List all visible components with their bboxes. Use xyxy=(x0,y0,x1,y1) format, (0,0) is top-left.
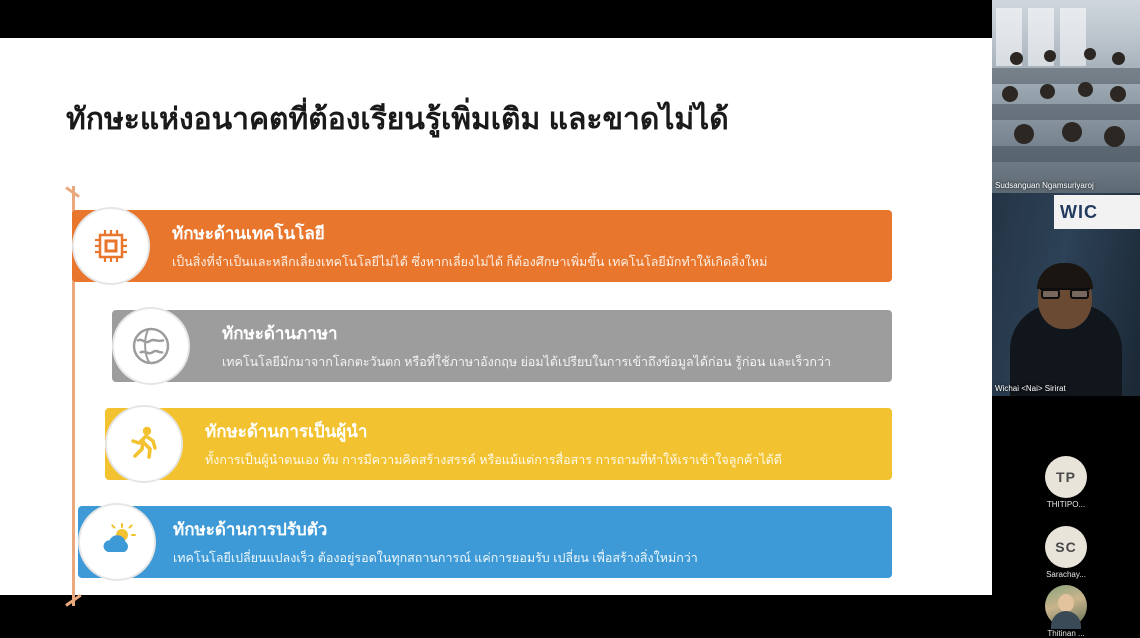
participant-name-speaker: Wichai <Nai> Sirirat xyxy=(995,384,1066,393)
video-tile-speaker[interactable] xyxy=(992,193,1140,396)
avatar-row-first xyxy=(992,450,1140,509)
skill-row-language xyxy=(112,310,892,382)
running-person-icon xyxy=(105,405,183,483)
participant-avatar-thitipo[interactable] xyxy=(1029,450,1103,509)
participant-name-classroom: Sudsanguan Ngamsuriyaroj xyxy=(995,181,1094,190)
participant-name-thitipo: THITIPO... xyxy=(1046,500,1086,509)
presentation-slide xyxy=(0,38,992,595)
skill-heading-technology: ทักษะด้านเทคโนโลยี xyxy=(172,224,325,243)
skill-row-leadership xyxy=(105,408,892,480)
skill-heading-leadership: ทักษะด้านการเป็นผู้นำ xyxy=(205,422,368,441)
banner-text: WIC xyxy=(1060,201,1098,222)
microchip-icon xyxy=(72,207,150,285)
skill-text-leadership xyxy=(205,418,782,470)
participant-avatar-sarachay[interactable] xyxy=(1029,520,1103,579)
avatar: SC xyxy=(1045,526,1087,568)
slide-title: ทักษะแห่งอนาคตที่ต้องเรียนรู้เพิ่มเติม และขาดไม่ได้ xyxy=(66,103,729,136)
participant-video-panel xyxy=(992,0,1140,638)
skill-description-adaptability: เทคโนโลยีเปลี่ยนแปลงเร็ว ต้องอยู่รอดในทุกสถานการณ์ แค่การยอมรับ เปลี่ยน เพื่อสร้างสิ่งใหม่กว่า xyxy=(173,551,698,565)
avatar: TP xyxy=(1045,456,1087,498)
video-tile-classroom[interactable] xyxy=(992,0,1140,193)
skill-heading-adaptability: ทักษะด้านการปรับตัว xyxy=(173,520,328,539)
skill-text-language xyxy=(222,320,831,372)
participant-name-sarachay: Sarachay... xyxy=(1046,570,1086,579)
skill-text-adaptability xyxy=(173,516,698,568)
skill-text-technology xyxy=(172,220,767,272)
skill-row-technology xyxy=(72,210,892,282)
glasses-icon xyxy=(1040,288,1090,300)
skill-description-technology: เป็นสิ่งที่จำเป็นและหลีกเลี่ยงเทคโนโลยีไม่ได้ ซึ่งหากเลี่ยงไม่ได้ ก็ต้องศึกษาเพิ่มขึ้น เทคโนโลยีมักทำให้เกิดสิ่งใหม่ xyxy=(172,255,768,269)
avatar xyxy=(1045,585,1087,627)
skill-row-adaptability xyxy=(78,506,892,578)
globe-icon xyxy=(112,307,190,385)
participant-avatar-thitinan[interactable] xyxy=(1029,579,1103,638)
skill-heading-language: ทักษะด้านภาษา xyxy=(222,324,338,343)
background-banner xyxy=(1054,195,1140,229)
skill-description-language: เทคโนโลยีมักมาจากโลกตะวันตก หรือที่ใช้ภาษาอังกฤษ ย่อมได้เปรียบในการเข้าถึงข้อมูลได้ก่อน รู้ก่อน และเร็วกว่า xyxy=(222,355,831,369)
empty-tile-area xyxy=(992,396,1140,450)
weather-sun-cloud-icon xyxy=(78,503,156,581)
skill-description-leadership: ทั้งการเป็นผู้นำตนเอง ทีม การมีความคิดสร้างสรรค์ หรือแม้แต่การสื่อสาร การถามที่ทำให้เราเข้าใจลูกค้าได้ดี xyxy=(205,453,782,467)
avatar-row-second xyxy=(992,520,1140,638)
participant-name-thitinan: Thitinan ... xyxy=(1047,629,1085,638)
